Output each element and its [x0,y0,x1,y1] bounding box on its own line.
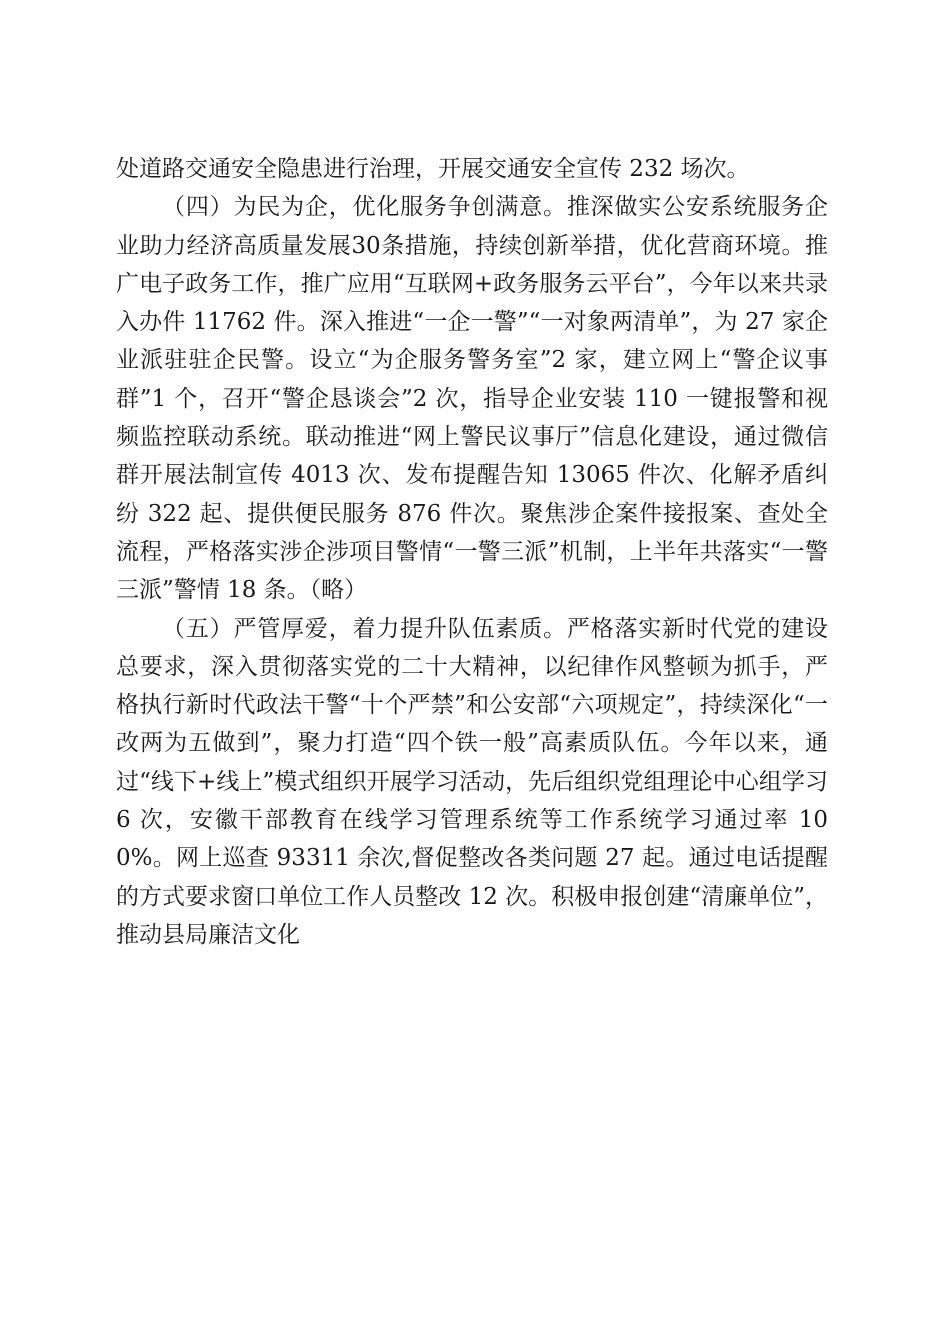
paragraph-section-four: （四）为民为企，优化服务争创满意。推深做实公安系统服务企业助力经济高质量发展30条措施，持续创新举措，优化营商环境。推广电子政务工作，推广应用“互联网+政务服务云平台”，今年以来共录入办件 11762 件。深入推进“一企一警”“一对象两清单”，为 27 家企业派驻驻企民警。设立“为企服务警务室”2 家，建立网上“警企议事群”1 个，召开“警企恳谈会”2 次，指导企业安装 110 一键报警和视频监控联动系统。联动推进“网上警民议事厅”信息化建设，通过微信群开展法制宣传 4013 次、发布提醒告知 13065 件次、化解矛盾纠纷 322 起、提供便民服务 876 件次。聚焦涉企案件接报案、查处全流程，严格落实涉企涉项目警情“一警三派”机制，上半年共落实“一警三派”警情 18 条。（略） [116,194,828,604]
document-body [116,150,828,954]
paragraph-continuation: 处道路交通安全隐患进行治理，开展交通安全宣传 232 场次。 [116,156,750,182]
paragraph-section-five: （五）严管厚爱，着力提升队伍素质。严格落实新时代党的建设总要求，深入贯彻落实党的二十大精神，以纪律作风整顿为抓手，严格执行新时代政法干警“十个严禁”和公安部“六项规定”，持续深化“一改两为五做到”，聚力打造“四个铁一般”高素质队伍。今年以来，通过“线下+线上”模式组织开展学习活动，先后组织党组理论中心组学习 6 次，安徽干部教育在线学习管理系统等工作系统学习通过率 100%。网上巡查 93311 余次,督促整改各类问题 27 起。通过电话提醒的方式要求窗口单位工作人员整改 12 次。积极申报创建“清廉单位”，推动县局廉洁文化 [116,615,828,948]
